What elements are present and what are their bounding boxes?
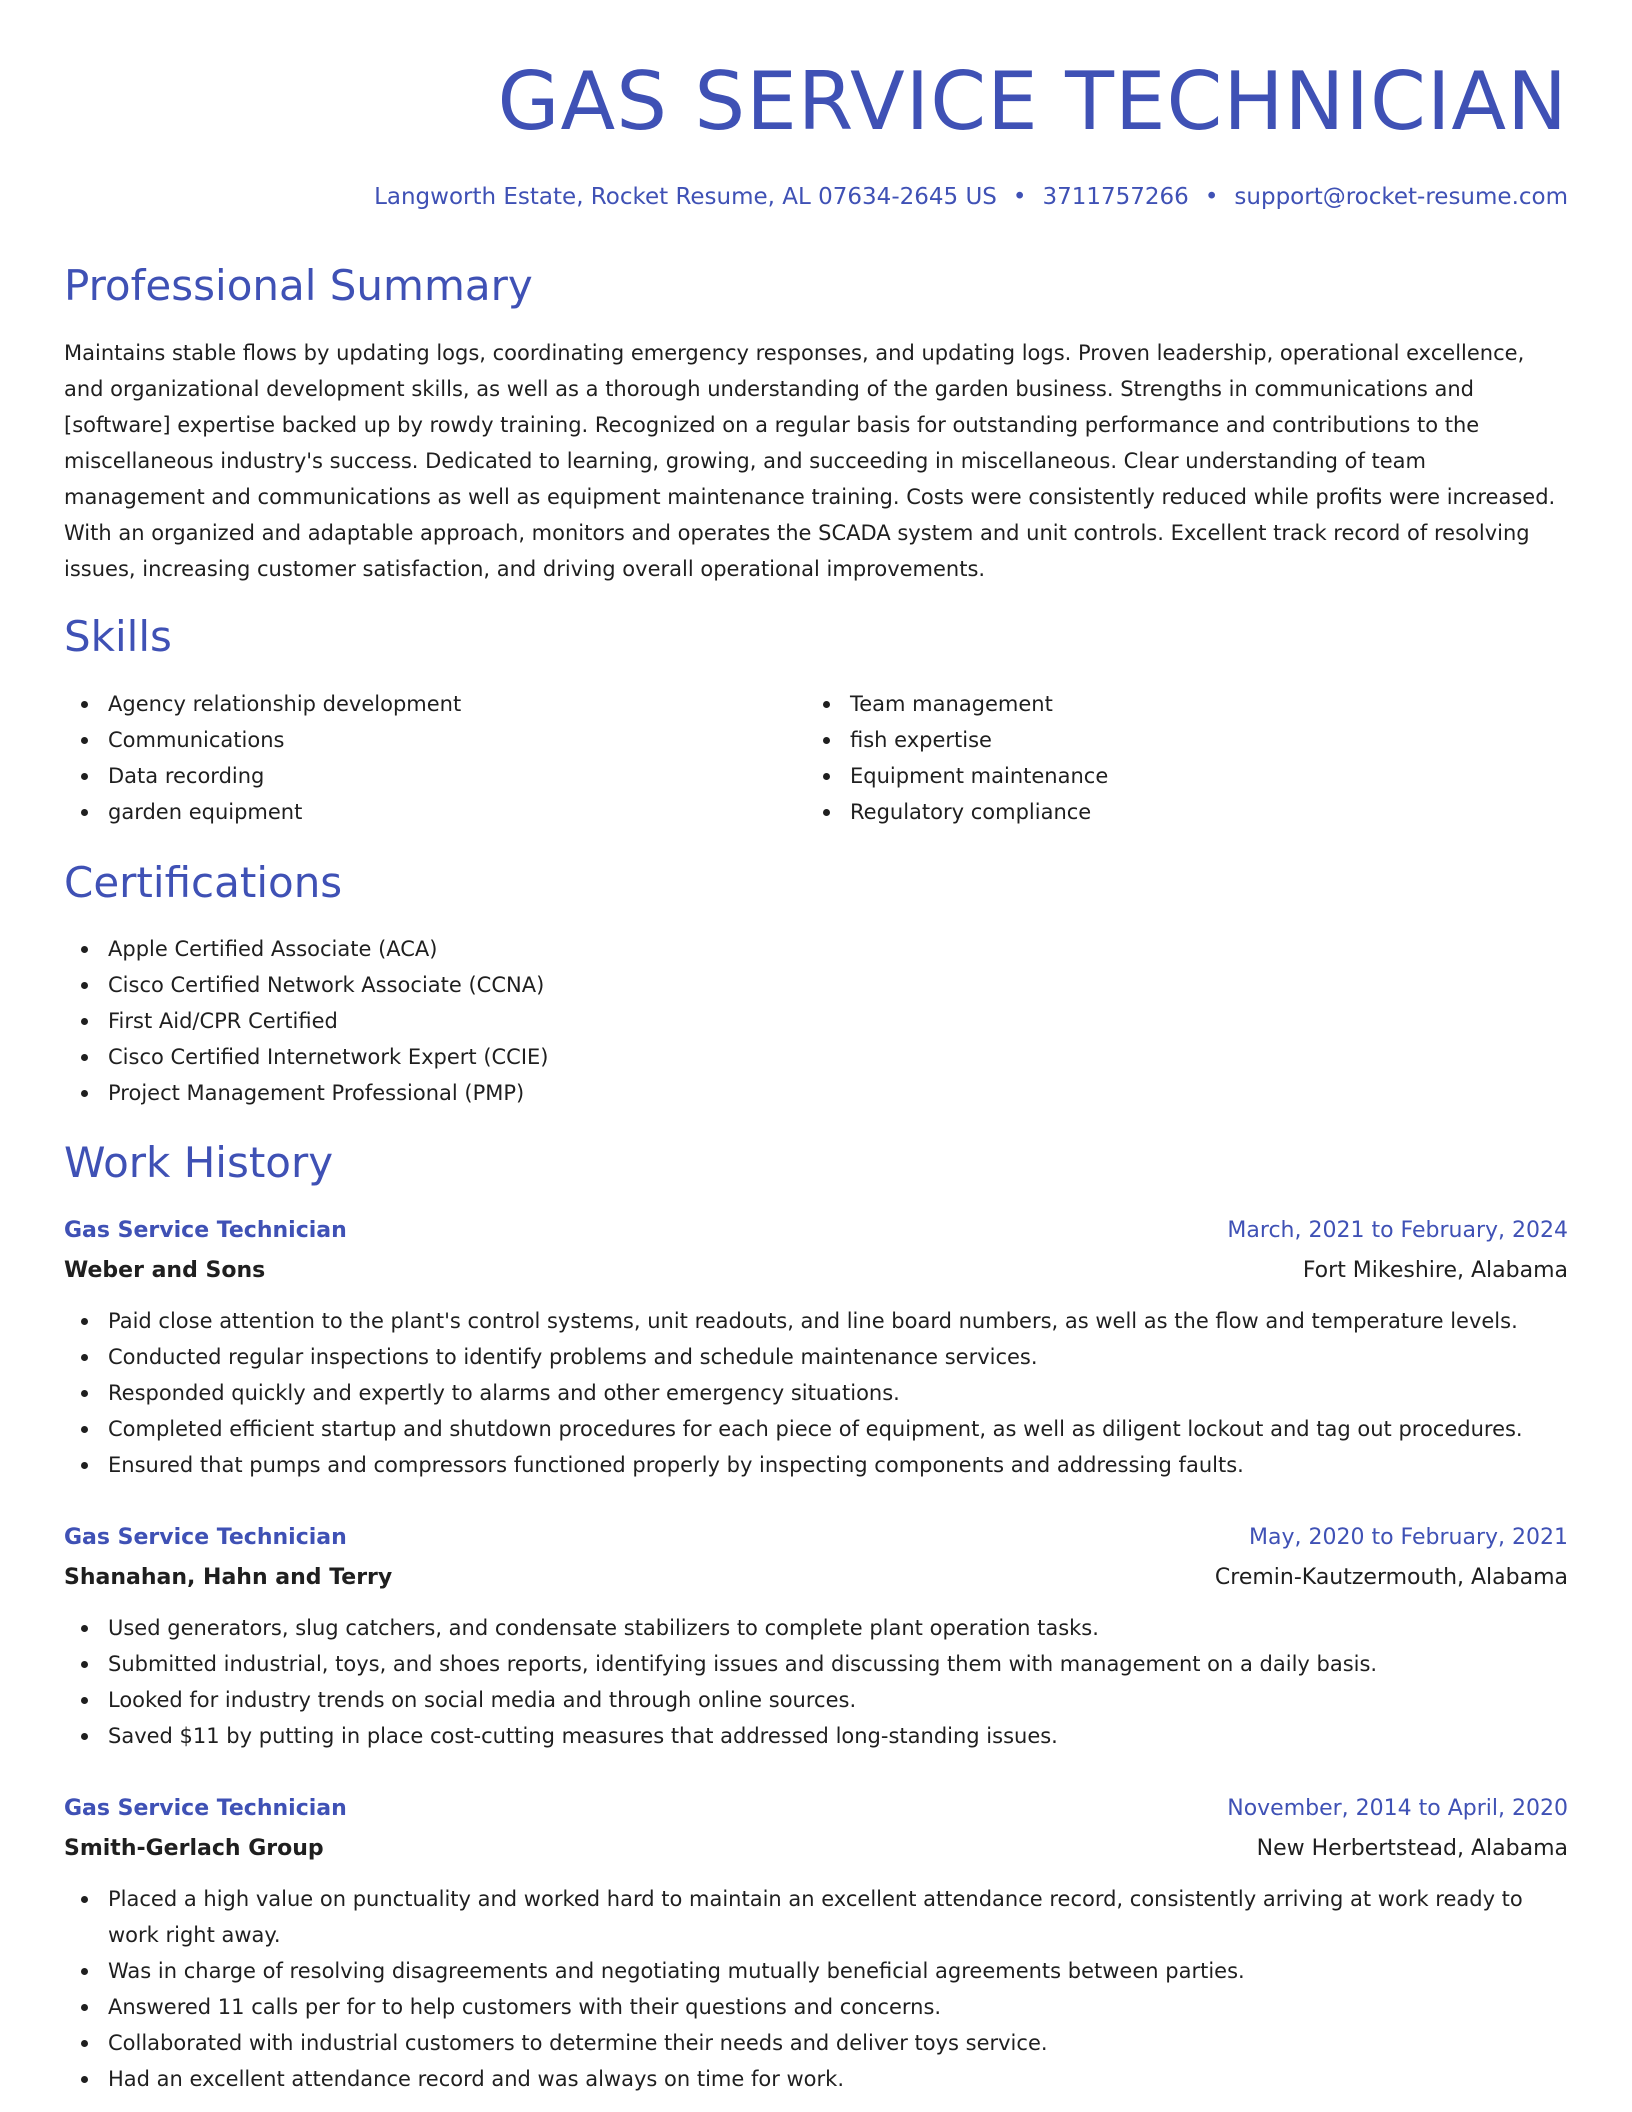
certification-item: First Aid/CPR Certified: [64, 1003, 1064, 1039]
job-bullet: Collaborated with industrial customers to determine their needs and deliver toys service.: [64, 2025, 1568, 2061]
job-company: Shanahan, Hahn and Terry: [64, 1565, 393, 1590]
job-dates: May, 2020 to February, 2021: [1249, 1525, 1568, 1550]
job-bullet: Saved $11 by putting in place cost-cutting measures that addressed long-standing issues.: [64, 1718, 1568, 1754]
certifications-heading: Certifications: [64, 858, 343, 907]
skills-list-right: [806, 686, 1526, 830]
job-bullet: Completed efficient startup and shutdown procedures for each piece of equipment, as well as diligent lockout and tag out procedures.: [64, 1411, 1568, 1447]
job-location: New Herbertstead, Alabama: [1256, 1836, 1568, 1861]
job-dates: March, 2021 to February, 2024: [1227, 1218, 1568, 1243]
skill-item: fish expertise: [806, 722, 1526, 758]
certification-item: Project Management Professional (PMP): [64, 1075, 1064, 1111]
job-company: Weber and Sons: [64, 1258, 266, 1283]
job-company-row: [64, 1558, 1568, 1598]
job-bullet: Paid close attention to the plant's control systems, unit readouts, and line board numbers, as well as the flow and temperature levels.: [64, 1303, 1568, 1339]
certifications-list: [64, 931, 1064, 1111]
job-bullets: [64, 1881, 1568, 2097]
job-bullet: Had an excellent attendance record and was always on time for work.: [64, 2061, 1568, 2097]
job-bullet: Conducted regular inspections to identify problems and schedule maintenance services.: [64, 1339, 1568, 1375]
job-bullets: [64, 1303, 1568, 1483]
summary-text: Maintains stable flows by updating logs, coordinating emergency responses, and updating logs. Proven leadership, operational excellence, and organizational development skills, as well as a thorough understanding of the garden business. Strengths in communications and [software] expertise backed up by rowdy training. Recognized on a regular basis for outstanding performance and contributions to the miscellaneous industry's success. Dedicated to learning, growing, and succeeding in miscellaneous. Clear understanding of team management and communications as well as equipment maintenance training. Costs were consistently reduced while profits were increased. With an organized and adaptable approach, monitors and operates the SCADA system and unit controls. Excellent track record of resolving issues, increasing customer satisfaction, and driving overall operational improvements.: [64, 341, 1556, 581]
job-title: Gas Service Technician: [64, 1525, 347, 1550]
job-bullet: Ensured that pumps and compressors functioned properly by inspecting components and addressing faults.: [64, 1447, 1568, 1483]
contact-line: [374, 180, 1568, 214]
contact-email[interactable]: support@rocket-resume.com: [1234, 184, 1568, 210]
skill-item: Regulatory compliance: [806, 794, 1526, 830]
job-bullets: [64, 1610, 1568, 1754]
job-bullet: Looked for industry trends on social media and through online sources.: [64, 1682, 1568, 1718]
job-title-row: [64, 1518, 1568, 1558]
job-bullet: Used generators, slug catchers, and condensate stabilizers to complete plant operation tasks.: [64, 1610, 1568, 1646]
job-entry: [64, 1789, 1568, 2097]
job-dates: November, 2014 to April, 2020: [1227, 1796, 1568, 1821]
certification-item: Cisco Certified Internetwork Expert (CCIE): [64, 1039, 1064, 1075]
job-entry: [64, 1211, 1568, 1483]
job-company-row: [64, 1829, 1568, 1869]
candidate-title: GAS SERVICE TECHNICIAN: [497, 55, 1568, 148]
job-company-row: [64, 1251, 1568, 1291]
job-location: Cremin-Kautzermouth, Alabama: [1214, 1565, 1568, 1590]
skill-item: Agency relationship development: [64, 686, 784, 722]
job-title: Gas Service Technician: [64, 1218, 347, 1243]
contact-address: Langworth Estate, Rocket Resume, AL 07634-2645 US: [374, 184, 997, 210]
certification-item: Cisco Certified Network Associate (CCNA): [64, 967, 1064, 1003]
job-bullet: Responded quickly and expertly to alarms and other emergency situations.: [64, 1375, 1568, 1411]
job-title-row: [64, 1211, 1568, 1251]
job-bullet: Was in charge of resolving disagreements and negotiating mutually beneficial agreements between parties.: [64, 1953, 1568, 1989]
contact-phone: 3711757266: [1042, 184, 1189, 210]
skill-item: Communications: [64, 722, 784, 758]
job-bullet: Placed a high value on punctuality and worked hard to maintain an excellent attendance record, consistently arriving at work ready to work right away.: [64, 1881, 1568, 1953]
job-title-row: [64, 1789, 1568, 1829]
resume-page: [64, 0, 1568, 2112]
work-history-heading: Work History: [64, 1138, 334, 1187]
skill-item: Equipment maintenance: [806, 758, 1526, 794]
job-location: Fort Mikeshire, Alabama: [1302, 1258, 1568, 1283]
skill-item: Team management: [806, 686, 1526, 722]
job-bullet: Submitted industrial, toys, and shoes reports, identifying issues and discussing them with management on a daily basis.: [64, 1646, 1568, 1682]
skill-item: garden equipment: [64, 794, 784, 830]
contact-separator: •: [1012, 184, 1027, 210]
job-bullet: Answered 11 calls per for to help customers with their questions and concerns.: [64, 1989, 1568, 2025]
skills-list-left: [64, 686, 784, 830]
summary-heading: Professional Summary: [64, 261, 533, 310]
skills-heading: Skills: [64, 612, 172, 661]
job-company: Smith-Gerlach Group: [64, 1836, 324, 1861]
certification-item: Apple Certified Associate (ACA): [64, 931, 1064, 967]
contact-separator: •: [1204, 184, 1219, 210]
job-title: Gas Service Technician: [64, 1796, 347, 1821]
skill-item: Data recording: [64, 758, 784, 794]
job-entry: [64, 1518, 1568, 1754]
